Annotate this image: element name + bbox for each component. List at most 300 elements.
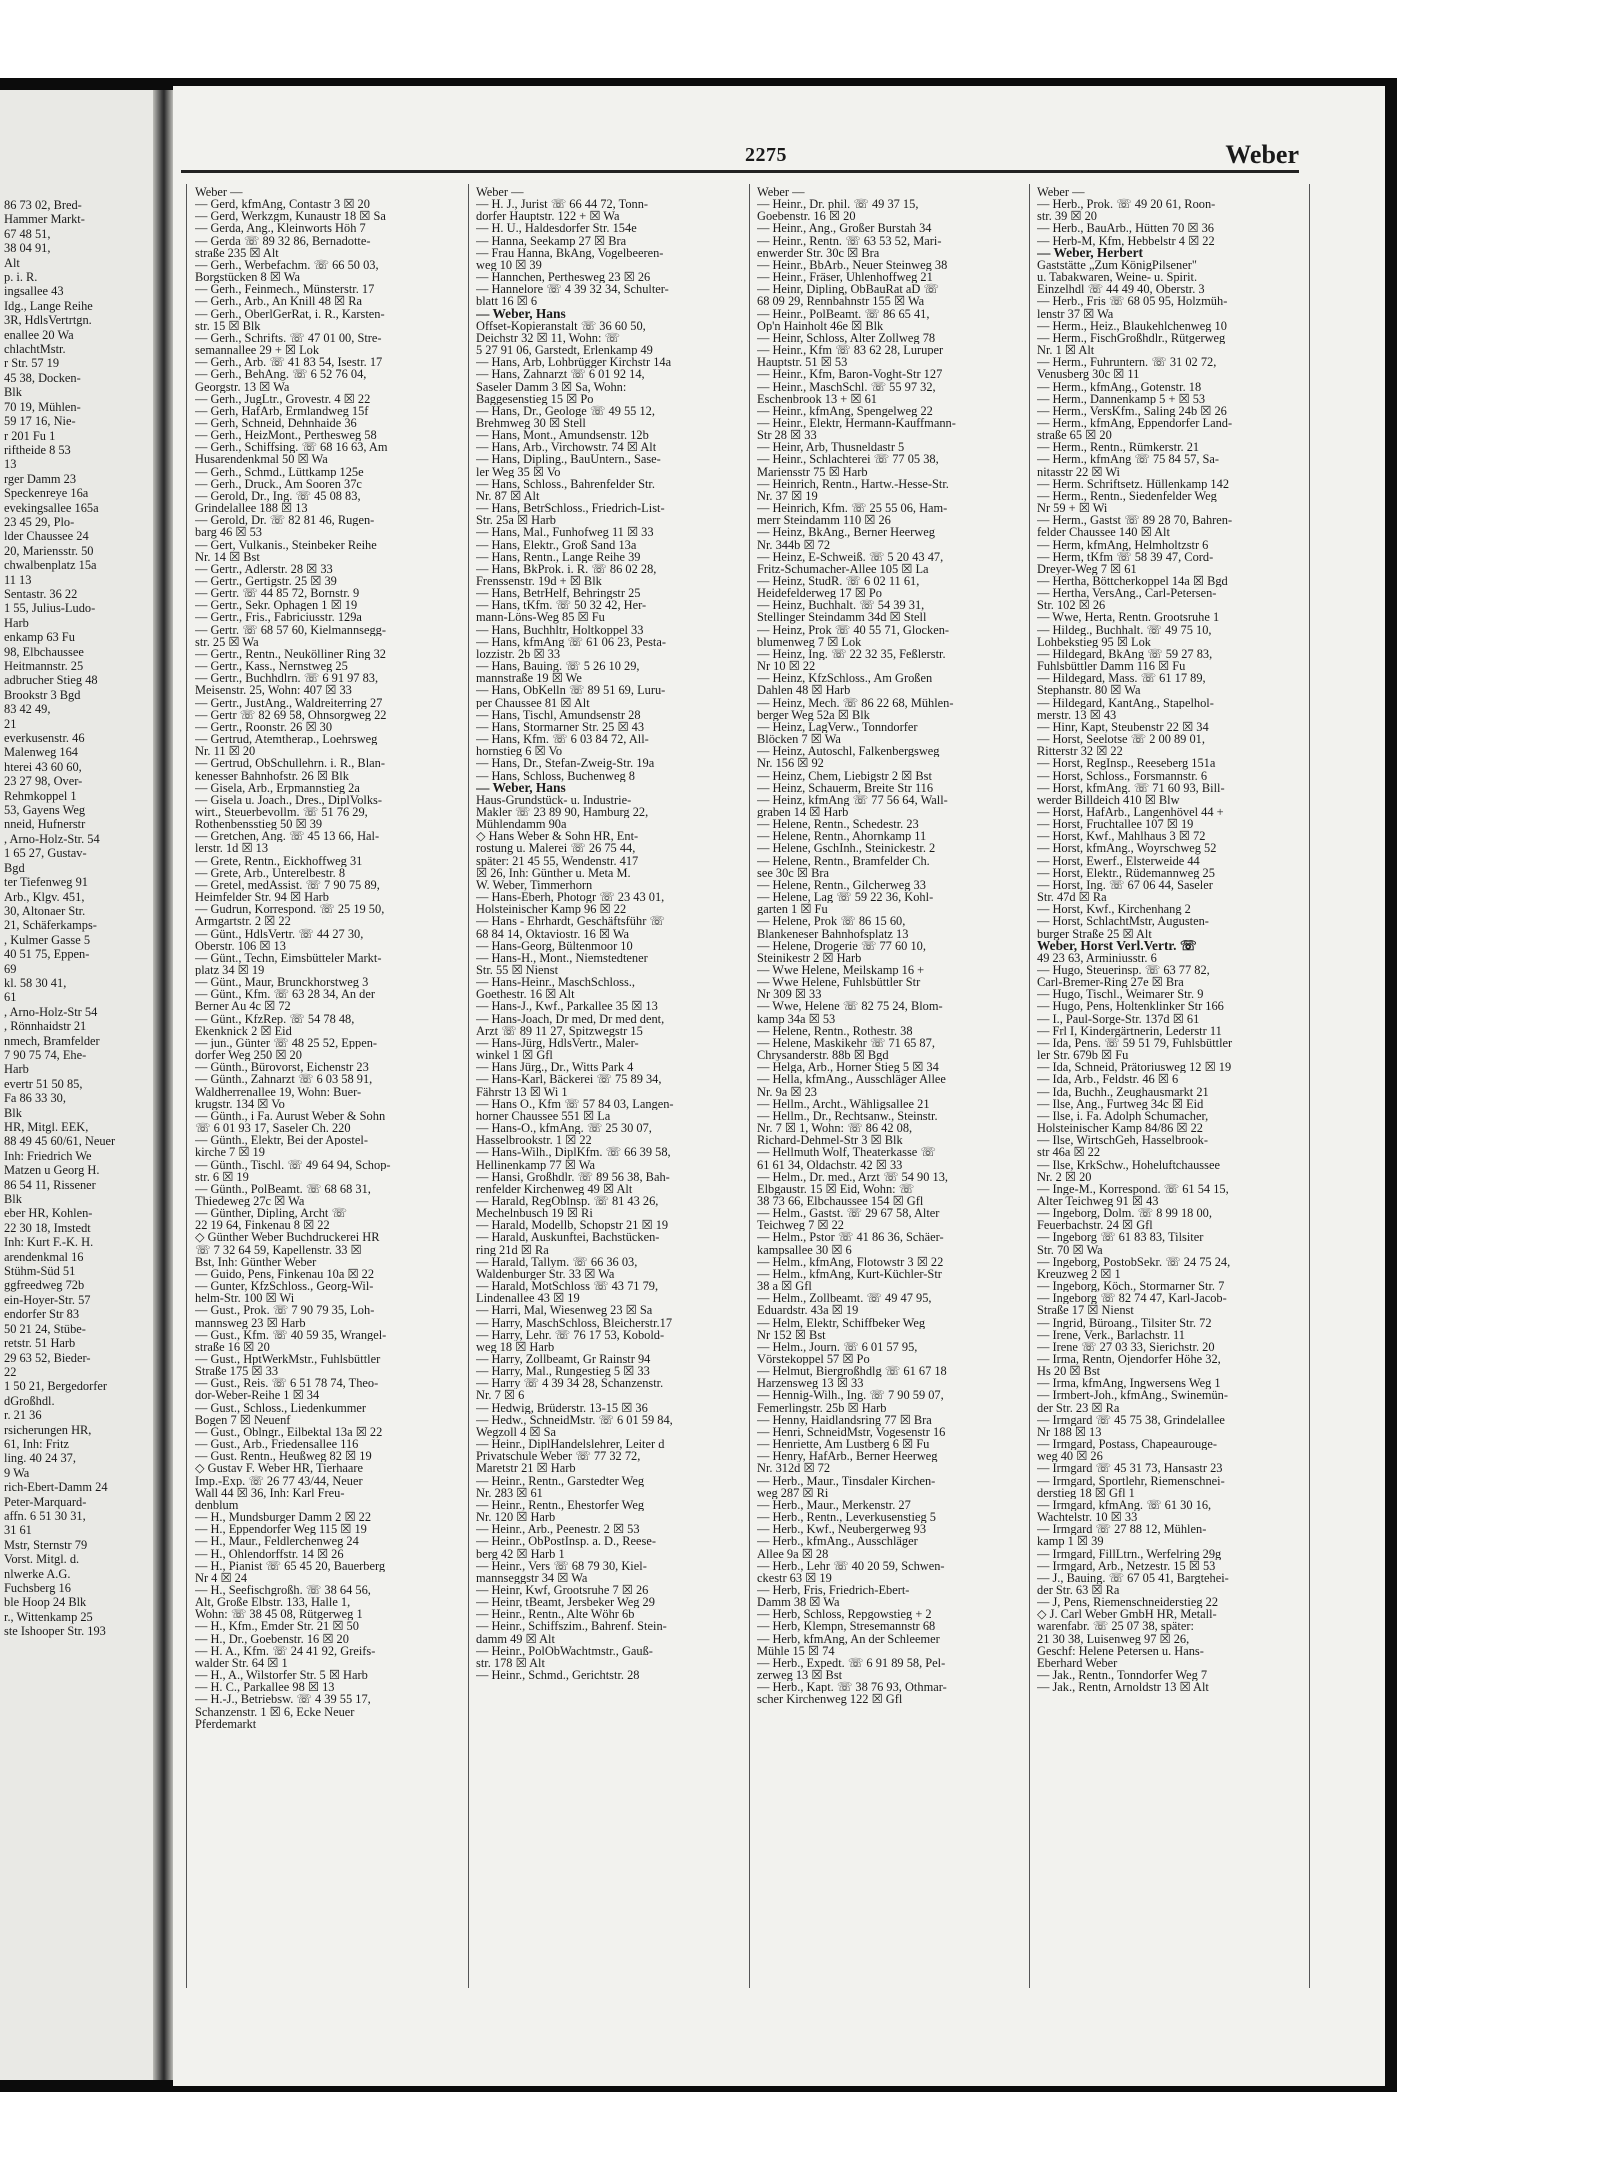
directory-entry-line: Armgartstr. 2 ☒ 22	[195, 915, 291, 928]
directory-entry-line: — Herm., kfmAng ☏ 75 84 57, Sa-	[1037, 453, 1220, 466]
directory-entry-line: — Irmgard, FillLtrn., Werfelring 29g	[1037, 1547, 1222, 1560]
left-page-fragment: ggfreedweg 72b	[4, 1278, 85, 1293]
directory-entry-line: — H., Dr., Goebenstr. 16 ☒ 20	[195, 1632, 349, 1645]
directory-entry-line: — Helm., Gastst. ☏ 29 67 58, Alter	[757, 1207, 940, 1220]
directory-entry-line: Nr. 37 ☒ 19	[757, 489, 818, 503]
directory-entry-line: — Hildegard, BkAng ☏ 59 27 83,	[1037, 647, 1213, 661]
directory-entry-line: — Irma, Rentn, Ojendorfer Höhe 32,	[1037, 1353, 1221, 1366]
running-head: Weber	[1225, 140, 1299, 169]
directory-entry-line: straße 65 ☒ 20	[1037, 429, 1112, 442]
left-page-fragment: 11 13	[4, 572, 32, 587]
directory-entry-line: — Horst, Kwf., Kirchenhang 2	[1037, 903, 1191, 916]
directory-entry-line: — Heinr., Schiffszim., Bahrenf. Stein-	[476, 1620, 667, 1633]
directory-entry-line: damm 49 ☒ Alt	[476, 1632, 555, 1645]
directory-entry-line: see 30c ☒ Bra	[757, 866, 830, 879]
directory-entry-line: — Heinr., Rentn., Ehestorfer Weg	[476, 1498, 645, 1512]
directory-entry-line: — Heinr., Schmd., Gerichtstr. 28	[476, 1669, 640, 1682]
directory-entry-line: — Harald, MotSchloss ☏ 43 71 79,	[476, 1280, 659, 1293]
directory-entry-line: — Hans, Tischl, Amundsenstr 28	[476, 708, 641, 721]
directory-page	[173, 86, 1385, 2086]
directory-entry-line: — Heinz, BkAng., Berner Heerweg	[757, 526, 935, 539]
directory-entry-line: Allee 9a ☒ 28	[757, 1547, 829, 1560]
directory-entry-line: — Gust., Reis. ☏ 6 51 78 74, Theo-	[195, 1377, 379, 1390]
directory-entry-line: ◇ Günther Weber Buchdruckerei HR	[195, 1231, 380, 1244]
directory-entry-line: 38 a ☒ Gfl	[757, 1280, 812, 1293]
directory-entry-line: — Harry, MaschSchloss, Bleicherstr.17	[476, 1316, 673, 1329]
directory-entry-line: 49 23 63, Arminiusstr. 6	[1037, 951, 1157, 964]
left-page-fragment: Fuchsberg 16	[4, 1581, 71, 1595]
directory-entry-line: — Helm, Elektr, Schiffbeker Weg	[757, 1316, 926, 1329]
directory-entry-line: 61 61 34, Oldachstr. 42 ☒ 33	[757, 1158, 903, 1171]
left-page-fragment: Heitmannstr. 25	[4, 659, 84, 673]
directory-entry-line: Dreyer-Weg 7 ☒ 61	[1037, 562, 1137, 575]
directory-entry-line: enwerder Str. 30c ☒ Bra	[757, 246, 880, 259]
directory-entry-line: — Wwe Helene, Meilskamp 16 +	[757, 964, 925, 977]
directory-entry-line: u. Tabakwaren, Weine- u. Spirit.	[1037, 271, 1198, 284]
directory-entry-line: — Helga, Arb., Horner Stieg 5 ☒ 34	[757, 1061, 939, 1074]
directory-entry-line: — Gerh., Feinmech., Münsterstr. 17	[195, 283, 375, 296]
directory-entry-line: Nr 59 + ☒ Wi	[1037, 502, 1108, 515]
directory-entry-line: Mühlendamm 90a	[476, 818, 567, 831]
directory-entry-line: Hasselbrookstr. 1 ☒ 22	[476, 1134, 592, 1147]
left-page-fragment: 40 51 75, Eppen-	[4, 947, 90, 962]
directory-entry-line: Gaststätte „Zum KönigPilsener"	[1037, 258, 1197, 272]
directory-entry-line: Imp.-Exp. ☏ 26 77 43/44, Neuer	[195, 1474, 363, 1487]
directory-entry-line: — Hinr, Kapt, Steubenstr 22 ☒ 34	[1037, 720, 1209, 734]
directory-entry-line: per Chaussee 81 ☒ Alt	[476, 696, 590, 709]
directory-entry-line: — Helene, Rentn., Gilcherweg 33	[757, 878, 926, 892]
directory-entry-line: später: 21 45 55, Wendenstr. 417	[476, 854, 639, 867]
directory-entry-line: — Gertr. ☏ 44 85 72, Bornstr. 9	[195, 587, 360, 600]
directory-entry-line: Wohn: ☏ 38 45 08, Rütgerweg 1	[195, 1608, 363, 1621]
directory-entry-line: str. 25 ☒ Wa	[195, 635, 259, 648]
directory-entry-line: ☏ 7 32 64 59, Kapellenstr. 33 ☒	[195, 1243, 362, 1256]
directory-entry-line: — Gertr., JustAng., Waldreiterring 27	[195, 696, 383, 709]
directory-entry-line: — Hans-Eberh, Photogr ☏ 23 43 01,	[476, 891, 665, 904]
directory-entry-line: der Str. 63 ☒ Ra	[1037, 1583, 1120, 1597]
directory-entry-line: — J, Pens, Riemenschneiderstieg 22	[1037, 1596, 1219, 1609]
directory-entry-line: Straße 175 ☒ 33	[195, 1365, 279, 1378]
directory-entry-line: Holsteinischer Kamp 84/86 ☒ 22	[1037, 1122, 1203, 1135]
left-page-fragment: chwalbenplatz 15a	[4, 558, 97, 573]
directory-entry-line: — I., Paul-Sorge-Str. 137d ☒ 61	[1037, 1012, 1200, 1025]
directory-entry-line: — Gertr., Roonstr. 26 ☒ 30	[195, 720, 333, 734]
directory-entry-line: Waldherrenallee 19, Wohn: Buer-	[195, 1085, 362, 1098]
left-page-fragment: evekingsallee 165a	[4, 500, 99, 515]
directory-entry-line: — Wwe, Helene ☏ 82 75 24, Blom-	[757, 1000, 943, 1013]
directory-entry-line: — Hans, Elektr., Groß Sand 13a	[476, 538, 637, 551]
left-page-fragment: enkamp 63 Fu	[4, 630, 75, 645]
directory-entry-line: dorfer Hauptstr. 122 + ☒ Wa	[476, 210, 620, 223]
left-page-fragment: 23 27 98, Over-	[4, 774, 83, 789]
directory-entry-line: dor-Weber-Reihe 1 ☒ 34	[195, 1389, 320, 1402]
directory-entry-line: — Hans, Arb., Virchowstr. 74 ☒ Alt	[476, 441, 657, 454]
directory-entry-line: — Günth., Tischl. ☏ 49 64 94, Schop-	[195, 1158, 391, 1171]
directory-entry-line: Saseler Damm 3 ☒ Sa, Wohn:	[476, 380, 627, 393]
directory-entry-line: — Wwe Helene, Fuhlsbüttler Str	[757, 976, 921, 989]
directory-entry-line: — Hella, kfmAng., Ausschläger Allee	[757, 1073, 946, 1086]
directory-entry-line: Carl-Bremer-Ring 27e ☒ Bra	[1037, 976, 1184, 989]
directory-entry-line: Borgstücken 8 ☒ Wa	[195, 271, 300, 284]
directory-entry-line: — Ilse, WirtschGeh, Hasselbrook-	[1037, 1134, 1208, 1147]
left-page-fragment: 98, Elbchaussee	[4, 644, 84, 659]
directory-entry-line: — Helene, Rentn., Bramfelder Ch.	[757, 854, 930, 867]
directory-entry-line: — H. A., Kfm. ☏ 24 41 92, Greifs-	[195, 1644, 376, 1657]
directory-entry-line: — Hans, Dr., Stefan-Zweig-Str. 19a	[476, 757, 655, 770]
left-page-fragment: 1 55, Julius-Ludo-	[4, 601, 96, 616]
left-page-fragment: Harb	[4, 615, 29, 630]
directory-entry-line: — Heinz, LagVerw., Tonndorfer	[757, 720, 918, 734]
directory-entry-line: — Hans, BetrSchloss., Friedrich-List-	[476, 502, 665, 515]
directory-entry-line: — H., A., Wilstorfer Str. 5 ☒ Harb	[195, 1669, 368, 1682]
directory-entry-line: horner Chaussee 551 ☒ La	[476, 1109, 611, 1123]
directory-entry-line: — Heinz, kfmAng ☏ 77 56 64, Wall-	[757, 793, 948, 806]
left-page-fragment: nmech, Bramfelder	[4, 1033, 100, 1048]
directory-entry-line: — Helene, Lag ☏ 59 22 36, Kohl-	[757, 891, 934, 904]
left-page-fragment: , Arno-Holz-Str. 54	[4, 831, 100, 846]
directory-entry-line: kampsallee 30 ☒ 6	[757, 1243, 852, 1256]
left-page-fragment: Matzen u Georg H.	[4, 1163, 100, 1178]
left-page-fragment: Alt	[4, 255, 20, 270]
left-page-fragment: rsicherungen HR,	[4, 1422, 92, 1437]
directory-entry-line: — Hans, Dr., Geologe ☏ 49 55 12,	[476, 404, 655, 417]
directory-entry-line: lenstr 37 ☒ Wa	[1037, 307, 1114, 320]
directory-entry-line: — Herm., kfmAng., Gotenstr. 18	[1037, 380, 1202, 393]
directory-entry-line: Alt, Große Elbstr. 133, Halle 1,	[195, 1596, 351, 1609]
directory-entry-line: weg 287 ☒ Ri	[757, 1486, 829, 1499]
directory-entry-line: Venusberg 30c ☒ 11	[1037, 368, 1140, 381]
directory-entry-line: — Hans, Arb, Lohbrügger Kirchstr 14a	[476, 356, 672, 369]
directory-entry-line: — Ilse, Ang., Furtweg 34c ☒ Eid	[1037, 1097, 1204, 1110]
directory-entry-line: Nr. 283 ☒ 61	[476, 1486, 543, 1499]
directory-entry-line: — Gertr., Gertigstr. 25 ☒ 39	[195, 575, 337, 588]
directory-entry-line: Nr. 87 ☒ Alt	[476, 489, 540, 503]
left-page-fragment: nneid, Hufnerstr	[4, 817, 86, 832]
left-page-fragment: Bgd	[4, 860, 25, 875]
directory-entry-line: straße 16 ☒ 20	[195, 1340, 270, 1353]
directory-entry-line: — Hedw., SchneidMstr. ☏ 6 01 59 84,	[476, 1413, 673, 1426]
directory-entry-line: — Günth., i Fa. Aurust Weber & Sohn	[195, 1109, 386, 1123]
directory-entry-line: — Helm., Dr. med., Arzt ☏ 54 90 13,	[757, 1170, 949, 1183]
directory-entry-line: — Heinr., PolObWachtmstr., Gauß-	[476, 1644, 653, 1657]
directory-entry-line: — Gust., Oblngr., Eilbektal 13a ☒ 22	[195, 1425, 383, 1439]
directory-entry-line: garten 1 ☒ Fu	[757, 903, 828, 916]
directory-entry-line: — Irene ☏ 27 03 33, Sierichstr. 20	[1037, 1340, 1215, 1353]
left-page-fragment: Arb., Klgv. 451,	[4, 889, 85, 904]
directory-entry-line: — Heinz, Chem, Liebigstr 2 ☒ Bst	[757, 769, 932, 782]
directory-entry-line: helm-Str. 100 ☒ Wi	[195, 1292, 295, 1305]
directory-entry-line: Straße 17 ☒ Nienst	[1037, 1304, 1134, 1317]
directory-entry-line: — Herb., Fris ☏ 68 05 95, Holzmüh-	[1037, 295, 1228, 308]
directory-entry-line: — Hertha, VersAng., Carl-Petersen-	[1037, 587, 1217, 600]
directory-entry-line: — Hugo, Pens, Holtenklinker Str 166	[1037, 1000, 1224, 1013]
directory-entry-line: — Ida, Pens. ☏ 59 51 79, Fuhlsbüttler	[1037, 1036, 1233, 1050]
directory-entry-line: — Herb., Kwf., Neubergerweg 93	[757, 1523, 927, 1536]
directory-entry-line: — Herb., Maur., Tinsdaler Kirchen-	[757, 1474, 936, 1487]
directory-entry-line: — Ingeborg, Dolm. ☏ 8 99 18 00,	[1037, 1207, 1212, 1220]
directory-entry-line: — Irmgard ☏ 45 31 73, Hansastr 23	[1037, 1462, 1223, 1475]
directory-entry-line: Holsteinischer Kamp 96 ☒ 22	[476, 903, 627, 916]
directory-entry-line: Meisenstr. 25, Wohn: 407 ☒ 33	[195, 684, 352, 697]
directory-entry-line: — Hugo, Steuerinsp. ☏ 63 77 82,	[1037, 964, 1210, 977]
directory-entry-line: — Ingeborg ☏ 82 74 47, Karl-Jacob-	[1037, 1292, 1227, 1305]
directory-entry-line: — Herb., Rentn., Leverkusenstieg 5	[757, 1511, 936, 1524]
left-page-fragment: Vorst. Mitgl. d.	[4, 1552, 80, 1567]
left-page-fragment: Rehmkoppel 1	[4, 788, 77, 803]
left-page-fragment: 22	[4, 1364, 17, 1379]
directory-entry-line: — Gust., Kfm. ☏ 40 59 35, Wrangel-	[195, 1328, 387, 1341]
directory-entry-line: — Günther, Dipling, Archt ☏	[195, 1207, 347, 1220]
directory-entry-line: — Herb., Kapt. ☏ 38 76 93, Othmar-	[757, 1681, 947, 1694]
directory-entry-line: Lindenallee 43 ☒ 19	[476, 1292, 580, 1305]
directory-entry-line: Nr 152 ☒ Bst	[757, 1328, 826, 1341]
column-rule	[1029, 184, 1030, 1988]
directory-entry-line: — Heinr., Dr. phil. ☏ 49 37 15,	[757, 198, 919, 211]
directory-entry-line: 68 09 29, Rennbahnstr 155 ☒ Wa	[757, 295, 925, 308]
directory-entry-line: Waldenburger Str. 33 ☒ Wa	[476, 1267, 615, 1281]
directory-entry-line: Nr. 7 ☒ 6	[476, 1389, 525, 1402]
directory-entry-line: — Henriette, Am Lustberg 6 ☒ Fu	[757, 1438, 930, 1451]
directory-entry-line: — Irmgard, Arb., Netzestr. 15 ☒ 53	[1037, 1559, 1216, 1572]
directory-entry-line: — Grete, Arb., Unterelbestr. 8	[195, 866, 346, 879]
directory-entry-line: Weber, Horst Verl.Vertr. ☏	[1037, 939, 1197, 952]
directory-entry-line: — Hans, Rentn., Lange Reihe 39	[476, 550, 641, 563]
directory-entry-line: Nr 309 ☒ 33	[757, 988, 822, 1001]
directory-entry-line: ◇ Hans Weber & Sohn HR, Ent-	[476, 830, 639, 843]
directory-entry-line: — Ingrid, Büroang., Tilsiter Str. 72	[1037, 1316, 1212, 1329]
directory-entry-line: Str. 102 ☒ 26	[1037, 599, 1106, 612]
directory-entry-line: — Hildeg., Buchhalt. ☏ 49 75 10,	[1037, 623, 1212, 636]
directory-entry-line: — Herb, Schloss, Repgowstieg + 2	[757, 1608, 932, 1621]
directory-entry-line: Eduardstr. 43a ☒ 19	[757, 1304, 859, 1317]
directory-entry-line: W. Weber, Timmerhorn	[476, 878, 593, 892]
directory-entry-line: — Helene, GschInh., Steinickestr. 2	[757, 842, 936, 855]
directory-entry-line: str 46a ☒ 22	[1037, 1146, 1101, 1159]
directory-entry-line: — Ilse, i. Fa. Adolph Schumacher,	[1037, 1109, 1209, 1123]
left-page-fragment: hterei 43 60 60,	[4, 759, 82, 774]
directory-entry-line: — Helene, Maskikehr ☏ 71 65 87,	[757, 1036, 935, 1050]
directory-entry-line: scher Kirchenweg 122 ☒ Gfl	[757, 1693, 903, 1706]
directory-entry-line: Mechelnbusch 19 ☒ Ri	[476, 1207, 593, 1220]
directory-entry-line: — jun., Günter ☏ 48 25 52, Eppen-	[195, 1036, 378, 1050]
directory-entry-line: ☏ 6 01 93 17, Saseler Ch. 220	[195, 1122, 351, 1135]
directory-entry-line: — Hans, Bauing. ☏ 5 26 10 29,	[476, 660, 640, 673]
directory-entry-line: — Günth., PolBeamt. ☏ 68 68 31,	[195, 1182, 371, 1195]
directory-entry-line: Wegzoll 4 ☒ Sa	[476, 1425, 556, 1439]
directory-entry-line: — Hans, tKfm. ☏ 50 32 42, Her-	[476, 599, 647, 612]
directory-entry-line: — Heinr., Schlachterei ☏ 77 05 38,	[757, 453, 939, 466]
directory-entry-line: — Guido, Pens, Finkenau 10a ☒ 22	[195, 1267, 375, 1281]
directory-entry-line: — Herb., Lehr ☏ 40 20 59, Schwen-	[757, 1559, 945, 1572]
directory-entry-line: — Hennig-Wilh., Ing. ☏ 7 90 59 07,	[757, 1389, 944, 1402]
directory-entry-line: — Heinz, Autoschl, Falkenbergsweg	[757, 745, 940, 758]
directory-entry-line: — Hans-Wilh., DiplKfm. ☏ 66 39 58,	[476, 1146, 671, 1159]
directory-entry-line: — Helm., Pstor ☏ 41 86 36, Schäer-	[757, 1231, 944, 1244]
directory-entry-line: Baggesenstieg 15 ☒ Po	[476, 392, 594, 405]
directory-entry-line: Harzensweg 13 ☒ 33	[757, 1377, 864, 1390]
left-page-fragment: 20, Mariensstr. 50	[4, 543, 94, 558]
left-page-fragment: 67 48 51,	[4, 226, 51, 241]
directory-entry-line: — Hans, Buchhltr, Holtkoppel 33	[476, 623, 644, 636]
directory-entry-line: rostung u. Malerei ☏ 26 75 44,	[476, 842, 636, 855]
directory-entry-line: — Herb., Prok. ☏ 49 20 61, Roon-	[1037, 198, 1216, 211]
directory-entry-line: — Heinr., Vers ☏ 68 79 30, Kiel-	[476, 1559, 647, 1572]
directory-entry-line: — Helene, Rentn., Ahornkamp 11	[757, 830, 927, 843]
directory-entry-line: — Hans O., Kfm ☏ 57 84 03, Langen-	[476, 1097, 674, 1110]
directory-entry-line: — Harry ☏ 4 39 34 28, Schanzenstr.	[476, 1377, 664, 1390]
directory-entry-line: Offset-Kopieranstalt ☏ 36 60 50,	[476, 319, 646, 332]
left-page-fragment: r Str. 57 19	[4, 356, 60, 371]
directory-entry-line: — Heinz, E-Schweiß. ☏ 5 20 43 47,	[757, 550, 944, 563]
directory-entry-line: — Günt., HdlsVertr. ☏ 44 27 30,	[195, 927, 364, 940]
directory-entry-line: Str. 70 ☒ Wa	[1037, 1243, 1103, 1256]
directory-entry-line: — Hans, kfmAng ☏ 61 06 23, Pesta-	[476, 635, 666, 648]
left-page-fragment: 1 50 21, Bergedorfer	[4, 1379, 107, 1394]
directory-entry-line: — Hannchen, Perthesweg 23 ☒ 26	[476, 271, 651, 284]
directory-entry-line: — Hans, Kfm. ☏ 6 03 84 72, All-	[476, 733, 649, 746]
left-page-fragment: eber HR, Kohlen-	[4, 1206, 93, 1221]
left-page-fragment: Harb	[4, 1062, 29, 1077]
directory-entry-line: Weber —	[476, 186, 524, 199]
left-page-fragment: 30, Altonaer Str.	[4, 903, 86, 918]
directory-entry-line: Pferdemarkt	[195, 1717, 257, 1730]
directory-entry-line: — Hans, Mont., Amundsenstr. 12b	[476, 429, 649, 442]
directory-entry-line: Richard-Dehmel-Str 3 ☒ Blk	[757, 1134, 903, 1147]
directory-entry-line: — Gertrud, Atemtherap., Loehrsweg	[195, 733, 378, 746]
directory-entry-line: Str 28 ☒ 33	[757, 429, 817, 442]
directory-entry-line: — Heinr., Rentn. ☏ 63 53 52, Mari-	[757, 234, 942, 247]
directory-entry-line: Mühle 15 ☒ 74	[757, 1644, 835, 1657]
directory-entry-line: — Horst, kfmAng., Woyrschweg 52	[1037, 842, 1217, 855]
directory-entry-line: — Weber, Herbert	[1037, 246, 1143, 259]
directory-entry-line: — Gerh., Schiffsing. ☏ 68 16 63, Am	[195, 441, 388, 454]
directory-entry-line: — Herm., Fuhruntern. ☏ 31 02 72,	[1037, 356, 1217, 369]
directory-entry-line: — Ida, Arb., Feldstr. 46 ☒ 6	[1037, 1073, 1179, 1086]
directory-entry-line: der Str. 23 ☒ Ra	[1037, 1401, 1120, 1414]
directory-entry-line: 21 30 38, Luisenweg 97 ☒ 26,	[1037, 1632, 1190, 1645]
directory-entry-line: 22 19 64, Finkenau 8 ☒ 22	[195, 1219, 330, 1232]
directory-entry-line: — Gerd, Werkzgm, Kunaustr 18 ☒ Sa	[195, 210, 386, 223]
left-page-fragment: 70 19, Mühlen-	[4, 399, 81, 414]
directory-entry-line: zerweg 13 ☒ Bst	[757, 1669, 843, 1682]
directory-entry-line: weg 40 ☒ 26	[1037, 1450, 1103, 1463]
directory-entry-line: — Gertr., Buchhdlrn. ☏ 6 91 97 83,	[195, 672, 379, 685]
left-page-fragment: 22 30 18, Imstedt	[4, 1220, 91, 1235]
directory-entry-line: — Gunter, KfzSchloss., Georg-Wil-	[195, 1280, 374, 1293]
left-page-fragment: 59 17 16, Nie-	[4, 414, 76, 429]
directory-entry-line: — Hans-Georg, Bültenmoor 10	[476, 939, 633, 952]
directory-entry-line: — Gertr ☏ 82 69 58, Ohnsorgweg 22	[195, 708, 387, 721]
directory-entry-line: Kreuzweg 2 ☒ 1	[1037, 1267, 1121, 1281]
left-page-fragment: 21	[4, 716, 17, 731]
directory-entry-line: — Ida, Schneid, Prätoriusweg 12 ☒ 19	[1037, 1061, 1232, 1074]
left-page-fragment: , Rönnhaidstr 21	[4, 1019, 87, 1034]
directory-entry-line: Frenssenstr. 19d + ☒ Blk	[476, 575, 602, 588]
directory-entry-line: Op'n Hainholt 46e ☒ Blk	[757, 319, 884, 332]
directory-entry-line: Geschf: Helene Petersen u. Hans-	[1037, 1644, 1204, 1657]
directory-entry-line: Str. 55 ☒ Nienst	[476, 964, 559, 977]
directory-entry-line: str. 178 ☒ Alt	[476, 1656, 545, 1670]
directory-entry-line: burger Straße 25 ☒ Alt	[1037, 927, 1152, 940]
directory-entry-line: — Gretel, medAssist. ☏ 7 90 75 89,	[195, 878, 380, 892]
directory-entry-line: — Helm., kfmAng, Kurt-Küchler-Str	[757, 1267, 942, 1281]
directory-entry-line: — Harald, Tallym. ☏ 66 36 03,	[476, 1255, 638, 1268]
directory-entry-line: — Hans-O., kfmAng. ☏ 25 30 07,	[476, 1122, 652, 1135]
directory-entry-line: — Heinz, Mech. ☏ 86 22 68, Mühlen-	[757, 696, 954, 709]
directory-entry-line: — Irmgard, Postass, Chapeaurouge-	[1037, 1438, 1217, 1451]
directory-entry-line: — Hans, BetrHelf, Behringstr 25	[476, 587, 641, 600]
left-page-fragment: arendenkmal 16	[4, 1249, 84, 1264]
directory-entry-line: — Hildegard, KantAng., Stapelhol-	[1037, 696, 1214, 709]
directory-entry-line: — Hugo, Tischl., Weimarer Str. 9	[1037, 988, 1204, 1001]
directory-entry-line: — Harald, Modellb, Schopstr 21 ☒ 19	[476, 1219, 669, 1232]
directory-entry-line: Nr. 1 ☒ Alt	[1037, 344, 1095, 357]
directory-entry-line: Nr. 344b ☒ 72	[757, 538, 831, 551]
directory-entry-line: — H. U., Haldesdorfer Str. 154e	[476, 222, 637, 235]
left-page-fragment: ter Tiefenweg 91	[4, 875, 88, 890]
directory-entry-line: — H. C., Parkallee 98 ☒ 13	[195, 1681, 335, 1694]
directory-entry-line: dorfer Weg 250 ☒ 20	[195, 1049, 302, 1062]
directory-entry-line: — Weber, Hans	[476, 307, 566, 320]
directory-entry-line: — Gust., HptWerkMstr., Fuhlsbüttler	[195, 1353, 381, 1366]
directory-entry-line: — Henny, Haidlandsring 77 ☒ Bra	[757, 1413, 932, 1426]
directory-entry-line: — Herb-M, Kfm, Hebbelstr 4 ☒ 22	[1037, 234, 1215, 247]
directory-entry-line: — Horst, SchlachtMstr, Augusten-	[1037, 915, 1209, 928]
book-spine	[153, 90, 173, 2080]
left-page-fragment: Blk	[4, 1105, 22, 1120]
directory-entry-line: — Herb, Fris, Friedrich-Ebert-	[757, 1583, 910, 1597]
directory-entry-line: — Hans - Ehrhardt, Geschäftsführ ☏	[476, 915, 665, 928]
left-page-fragment: Inh: Friedrich We	[4, 1148, 92, 1163]
directory-entry-line: — Gust., Prok. ☏ 7 90 79 35, Loh-	[195, 1304, 375, 1317]
left-page-fragment: chlachtMstr.	[4, 342, 66, 357]
directory-entry-line: — Gerh., JugLtr., Grovestr. 4 ☒ 22	[195, 392, 371, 405]
directory-entry-line: — Hans, Schloss., Bahrenfelder Str.	[476, 477, 655, 490]
directory-entry-line: 38 73 66, Elbchaussee 154 ☒ Gfl	[757, 1194, 924, 1208]
directory-entry-line: — J., Bauing. ☏ 67 05 41, Bargtehei-	[1037, 1571, 1229, 1584]
left-page-fragment: 21, Schäferkamps-	[4, 918, 97, 933]
directory-entry-line: — Günt., Techn, Eimsbütteler Markt-	[195, 951, 382, 964]
directory-entry-line: Bst, Inh: Günther Weber	[195, 1255, 317, 1268]
directory-entry-line: Makler ☏ 23 89 90, Hamburg 22,	[476, 805, 649, 819]
left-page-fragment: , Kulmer Gasse 5	[4, 932, 91, 947]
directory-entry-line: — H., Maur., Feldlerchenweg 24	[195, 1535, 359, 1548]
left-page-fragment: 83 42 49,	[4, 702, 51, 717]
directory-entry-line: — Herm., FischGroßhdlr., Rütgerweg	[1037, 331, 1226, 345]
directory-entry-line: 68 84 14, Oktaviostr. 16 ☒ Wa	[476, 927, 630, 940]
directory-entry-line: 5 27 91 06, Garstedt, Erlenkamp 49	[476, 344, 653, 357]
directory-entry-line: Heidefelderweg 17 ☒ Po	[757, 587, 882, 600]
directory-entry-line: Vörstekoppel 57 ☒ Po	[757, 1353, 870, 1366]
directory-entry-line: ring 21d ☒ Ra	[476, 1243, 549, 1256]
left-page-fragment: 29 63 52, Bieder-	[4, 1350, 91, 1365]
left-page-fragment: retstr. 51 Harb	[4, 1336, 76, 1351]
directory-entry-line: graben 14 ☒ Harb	[757, 805, 849, 819]
directory-entry-line: — Helene, Rentn., Schedestr. 23	[757, 818, 919, 831]
directory-entry-line: — Günt., Kfm. ☏ 63 28 34, An der	[195, 988, 376, 1001]
directory-entry-line: Dahlen 48 ☒ Harb	[757, 684, 851, 697]
directory-entry-line: — Irmbert-Joh., kfmAng., Swinemün-	[1037, 1389, 1228, 1402]
left-page-fragment: 45 38, Docken-	[4, 370, 81, 385]
directory-entry-line: — Hans-Joach, Dr med, Dr med dent,	[476, 1012, 665, 1025]
directory-entry-line: Oberstr. 106 ☒ 13	[195, 939, 286, 952]
directory-entry-line: — Heinr., Kfm ☏ 83 62 28, Luruper	[757, 344, 944, 357]
directory-entry-line: — H., Ohlendorffstr. 14 ☒ 26	[195, 1547, 344, 1560]
directory-entry-line: Einzelhdl ☏ 44 49 40, Oberstr. 3	[1037, 283, 1205, 296]
directory-entry-line: — Hans, Zahnarzt ☏ 6 01 92 14,	[476, 368, 645, 381]
directory-entry-line: — Gertr., Adlerstr. 28 ☒ 33	[195, 562, 333, 575]
directory-entry-line: — Heinr, Arb, Thusneldastr 5	[757, 441, 905, 454]
